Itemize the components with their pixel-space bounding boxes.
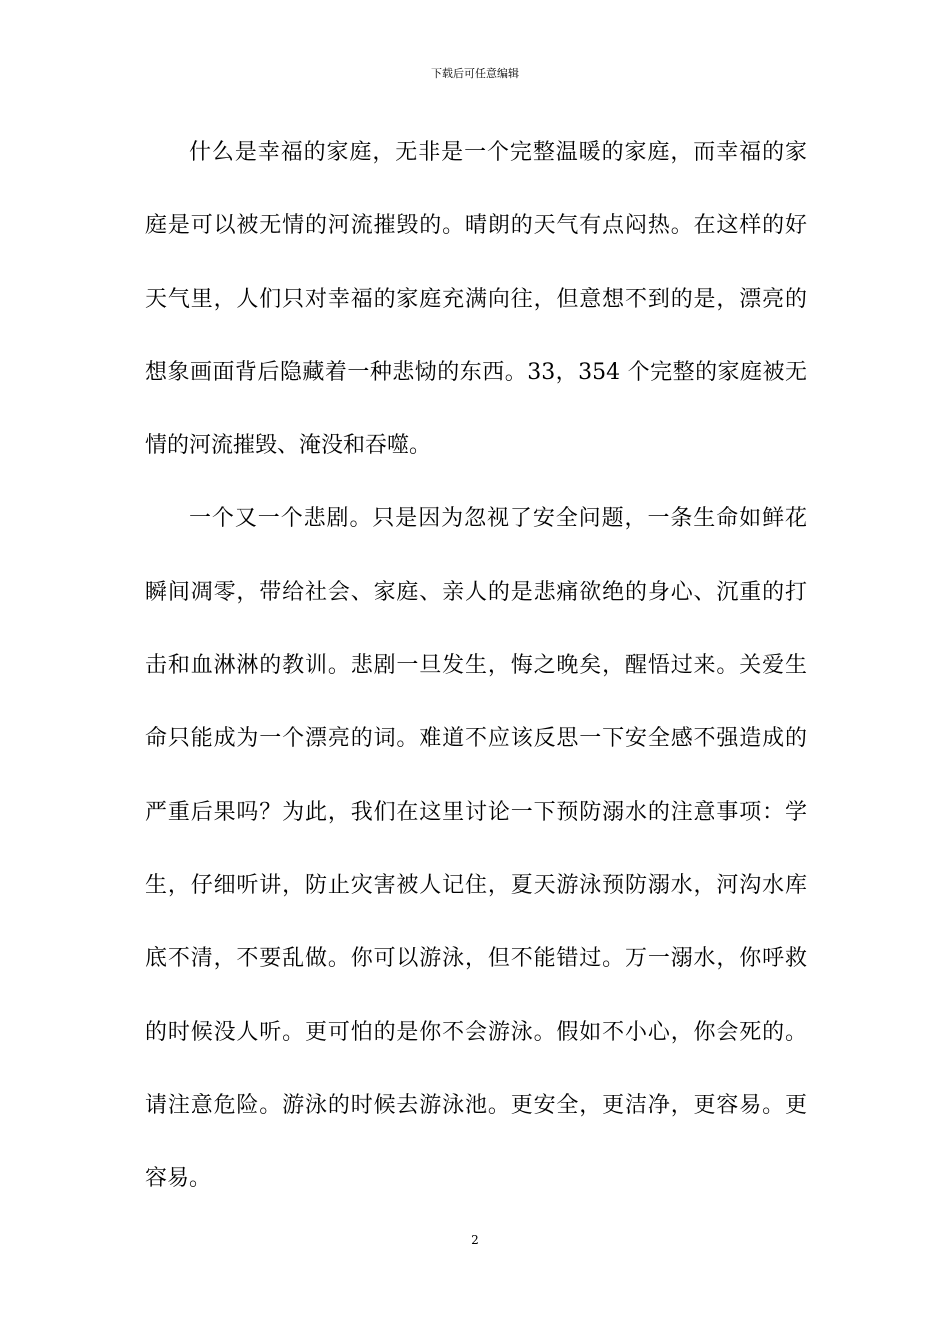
page-header: 下载后可任意编辑 <box>431 67 519 80</box>
paragraph-1 <box>145 131 807 468</box>
paragraph-line: 天气里，人们只对幸福的家庭充满向往，但意想不到的是，漂亮的 <box>145 286 807 312</box>
paragraph-line: 一个又一个悲剧。只是因为忽视了安全问题，一条生命如鲜花 <box>189 506 807 532</box>
page-number: 2 <box>471 1233 479 1247</box>
paragraph-line: 情的河流摧毁、淹没和吞噬。 <box>145 433 432 459</box>
paragraph-line: 什么是幸福的家庭，无非是一个完整温暖的家庭，而幸福的家 <box>189 140 807 165</box>
document-body <box>145 131 807 1230</box>
paragraph-line: 底不清，不要乱做。你可以游泳，但不能错过。万一溺水，你呼救 <box>145 946 807 972</box>
paragraph-line: 严重后果吗？为此，我们在这里讨论一下预防溺水的注意事项：学 <box>145 799 807 825</box>
paragraph-line: 的时候没人听。更可怕的是你不会游泳。假如不小心，你会死的。 <box>145 1019 807 1045</box>
paragraph-line: 容易。 <box>145 1166 212 1192</box>
paragraph-line: 瞬间凋零，带给社会、家庭、亲人的是悲痛欲绝的身心、沉重的打 <box>145 579 807 605</box>
paragraph-line: 命只能成为一个漂亮的词。难道不应该反思一下安全感不强造成的 <box>145 726 807 752</box>
paragraph-2 <box>145 497 807 1201</box>
paragraph-line: 请注意危险。游泳的时候去游泳池。更安全，更洁净，更容易。更 <box>145 1092 807 1118</box>
paragraph-line: 想象画面背后隐藏着一种悲恸的东西。33，354 个完整的家庭被无 <box>145 359 807 385</box>
paragraph-line: 生，仔细听讲，防止灾害被人记住，夏天游泳预防溺水，河沟水库 <box>145 872 807 898</box>
paragraph-line: 庭是可以被无情的河流摧毁的。晴朗的天气有点闷热。在这样的好 <box>145 213 807 239</box>
paragraph-line: 击和血淋淋的教训。悲剧一旦发生，悔之晚矣，醒悟过来。关爱生 <box>145 653 807 679</box>
